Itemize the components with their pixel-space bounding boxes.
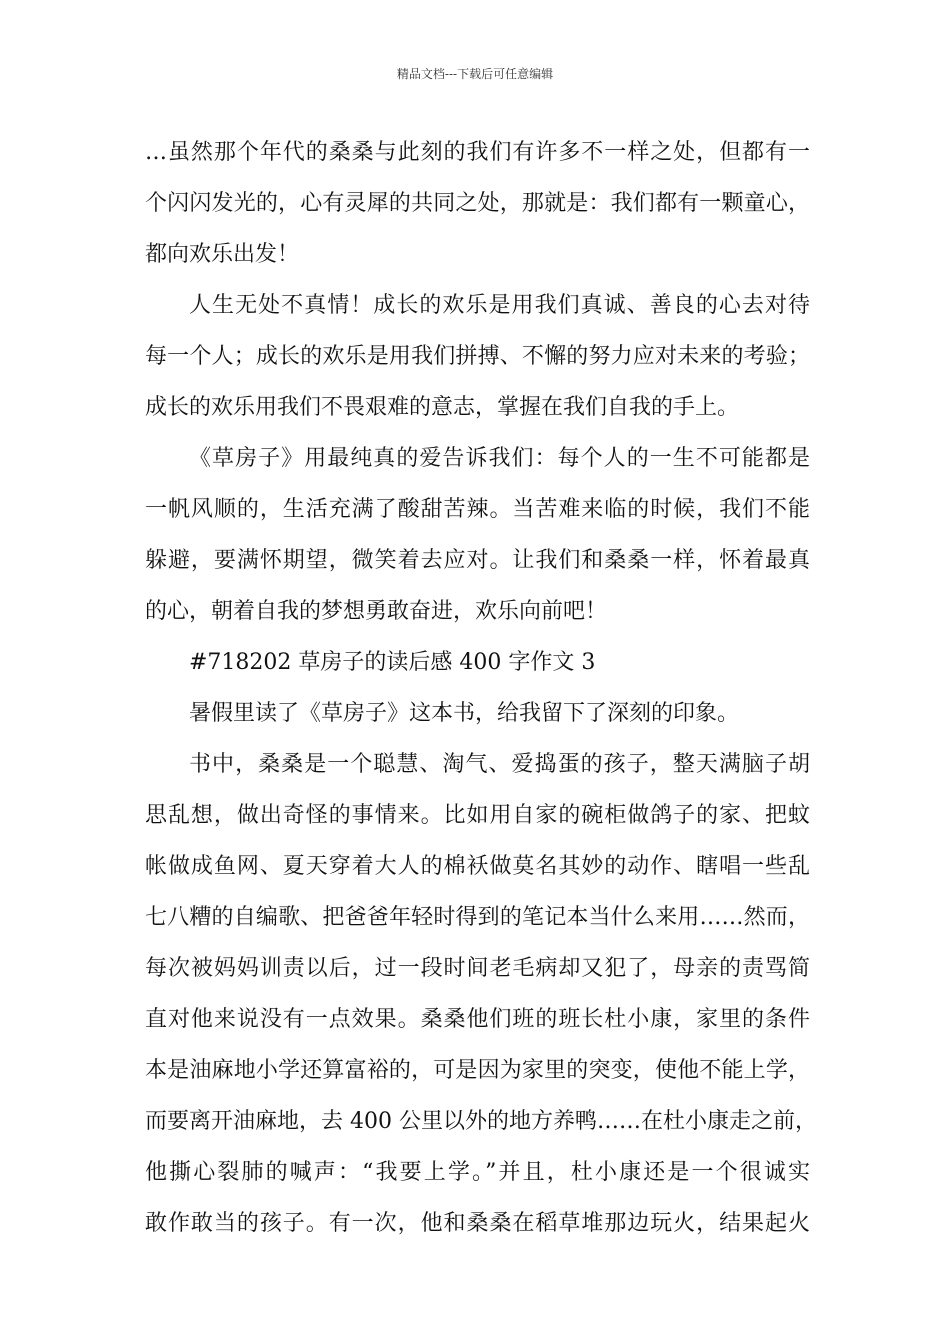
text-line: 每次被妈妈训责以后，过一段时间老毛病却又犯了，母亲的责骂简 bbox=[145, 956, 810, 981]
text-line: …虽然那个年代的桑桑与此刻的我们有许多不一样之处，但都有一 bbox=[145, 140, 810, 165]
document-body bbox=[145, 127, 817, 1249]
text-line: 人生无处不真情！成长的欢乐是用我们真诚、善良的心去对待 bbox=[189, 293, 810, 318]
text-line: 躲避，要满怀期望，微笑着去应对。让我们和桑桑一样，怀着最真 bbox=[145, 548, 810, 573]
text-line: 个闪闪发光的，心有灵犀的共同之处，那就是：我们都有一颗童心， bbox=[145, 191, 810, 216]
text-line: 的心，朝着自我的梦想勇敢奋进，欢乐向前吧！ bbox=[145, 599, 608, 624]
text-line: 思乱想，做出奇怪的事情来。比如用自家的碗柜做鸽子的家、把蚊 bbox=[145, 803, 810, 828]
section-heading: #718202 草房子的读后感 400 字作文 3 bbox=[189, 650, 596, 675]
text-line: 直对他来说没有一点效果。桑桑他们班的班长杜小康，家里的条件 bbox=[145, 1007, 810, 1032]
text-line: 每一个人；成长的欢乐是用我们拼搏、不懈的努力应对未来的考验； bbox=[145, 344, 810, 369]
text-line: 本是油麻地小学还算富裕的，可是因为家里的突变，使他不能上学， bbox=[145, 1058, 810, 1083]
text-line: 而要离开油麻地，去 400 公里以外的地方养鸭……在杜小康走之前， bbox=[145, 1109, 817, 1134]
page-header: 精品文档---下载后可任意编辑 bbox=[396, 67, 554, 81]
text-line: 七八糟的自编歌、把爸爸年轻时得到的笔记本当什么来用……然而， bbox=[145, 905, 810, 930]
text-line: 他撕心裂肺的喊声：“我要上学。”并且，杜小康还是一个很诚实 bbox=[145, 1160, 810, 1185]
text-line: 暑假里读了《草房子》这本书，给我留下了深刻的印象。 bbox=[189, 701, 740, 726]
text-line: 都向欢乐出发！ bbox=[145, 242, 300, 267]
text-line: 《草房子》用最纯真的爱告诉我们：每个人的一生不可能都是 bbox=[189, 446, 810, 471]
text-line: 成长的欢乐用我们不畏艰难的意志，掌握在我们自我的手上。 bbox=[145, 395, 740, 420]
text-line: 一帆风顺的，生活充满了酸甜苦辣。当苦难来临的时候，我们不能 bbox=[145, 497, 810, 522]
text-line: 帐做成鱼网、夏天穿着大人的棉袄做莫名其妙的动作、瞎唱一些乱 bbox=[145, 854, 810, 879]
text-line: 书中，桑桑是一个聪慧、淘气、爱捣蛋的孩子，整天满脑子胡 bbox=[189, 752, 810, 777]
text-line: 敢作敢当的孩子。有一次，他和桑桑在稻草堆那边玩火，结果起火 bbox=[145, 1211, 810, 1236]
